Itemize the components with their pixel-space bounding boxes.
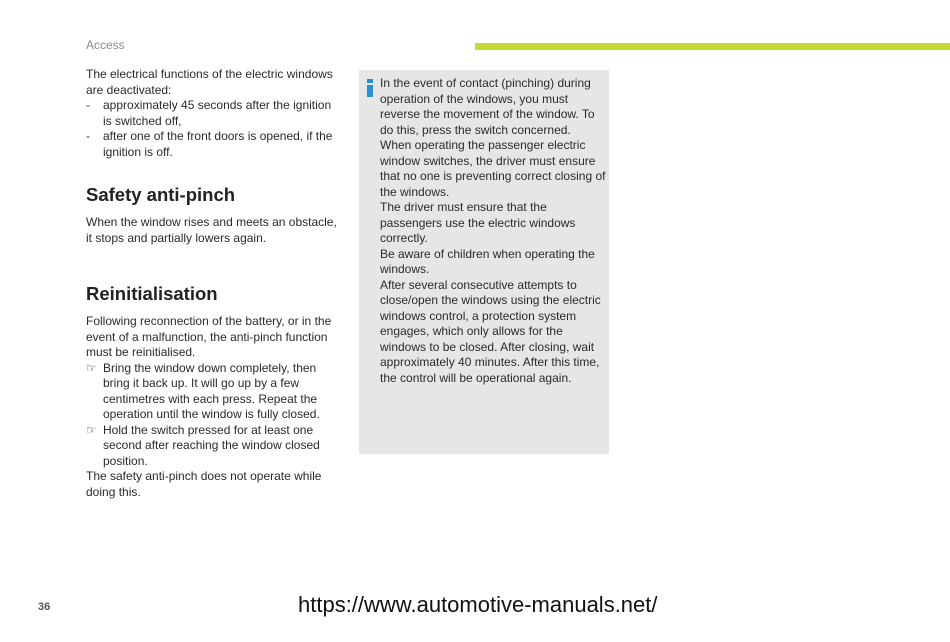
info-paragraph: The driver must ensure that the passengers use the electric windows correctly. bbox=[380, 200, 576, 245]
reinit-text: Following reconnection of the battery, or in the event of a malfunction, the anti-pinch function must be reinitialised. bbox=[86, 314, 332, 359]
reinit-steps bbox=[86, 361, 338, 470]
list-item bbox=[86, 361, 338, 423]
deactivation-list bbox=[86, 98, 338, 160]
info-icon bbox=[365, 78, 375, 98]
reinit-heading: Reinitialisation bbox=[86, 283, 218, 304]
info-paragraph: After several consecutive attempts to close/open the windows using the electric windows control, a protection system engages, which only allows for the windows to be closed. After closing, wait approximately 40 minutes. After this time, the control will be operational again. bbox=[380, 277, 601, 385]
info-paragraph: In the event of contact (pinching) during operation of the windows, you must reverse the movement of the window. To do this, press the switch concerned. bbox=[380, 76, 595, 137]
info-text bbox=[380, 76, 606, 386]
info-paragraph: When operating the passenger electric window switches, the driver must ensure that no one is preventing correct closing of the windows. bbox=[380, 138, 606, 199]
page-number: 36 bbox=[38, 601, 51, 613]
list-item bbox=[86, 129, 338, 160]
list-item bbox=[86, 423, 338, 470]
reinit-note: The safety anti-pinch does not operate while doing this. bbox=[86, 469, 322, 499]
list-item-text: after one of the front doors is opened, if the ignition is off. bbox=[103, 129, 333, 159]
dash-marker: - bbox=[86, 129, 90, 143]
left-column bbox=[86, 67, 338, 500]
intro-text: The electrical functions of the electric windows are deactivated: bbox=[86, 67, 333, 97]
footer-url-link[interactable]: https://www.automotive-manuals.net/ bbox=[298, 592, 658, 617]
header-accent-bar bbox=[475, 43, 950, 50]
pointing-hand-icon: ☞ bbox=[86, 422, 97, 437]
section-label: Access bbox=[86, 38, 125, 52]
step-text: Hold the switch pressed for at least one second after reaching the window closed position. bbox=[103, 422, 320, 468]
list-item-text: approximately 45 seconds after the ignition is switched off, bbox=[103, 98, 332, 128]
info-paragraph: Be aware of children when operating the windows. bbox=[380, 246, 595, 276]
list-item bbox=[86, 98, 338, 129]
safety-heading: Safety anti-pinch bbox=[86, 184, 236, 205]
dash-marker: - bbox=[86, 98, 90, 112]
safety-text: When the window rises and meets an obstacle, it stops and partially lowers again. bbox=[86, 215, 337, 245]
info-box bbox=[359, 70, 609, 454]
pointing-hand-icon: ☞ bbox=[86, 360, 97, 375]
step-text: Bring the window down completely, then bring it back up. It will go up by a few centimetres with each press. Repeat the operation until the window is fully closed. bbox=[103, 360, 320, 421]
